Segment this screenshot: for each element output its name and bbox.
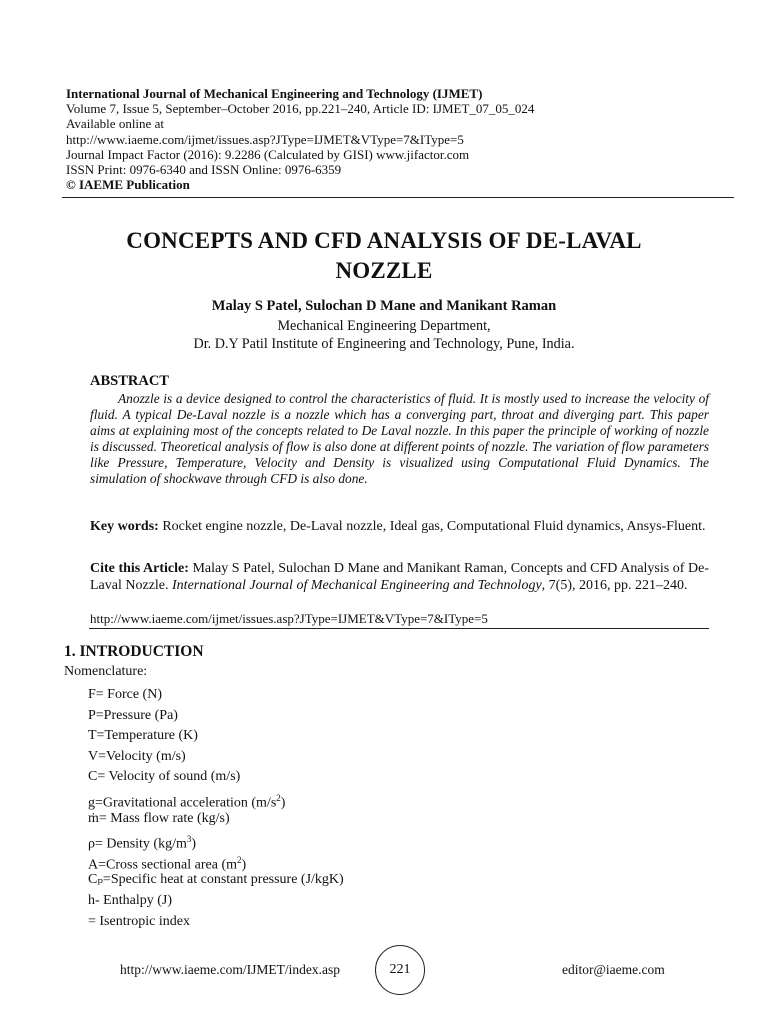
nomenclature-item	[88, 891, 344, 912]
nomenclature-list	[88, 685, 344, 932]
page-number: 221	[389, 962, 411, 977]
nomenclature-item	[88, 809, 344, 830]
nomenclature-item	[88, 850, 344, 871]
nomenclature-item-text: P=Pressure (Pa)	[88, 707, 178, 723]
nomenclature-label: Nomenclature:	[64, 664, 148, 679]
nomenclature-item	[88, 767, 344, 788]
nomenclature-item-text: F= Force (N)	[88, 687, 162, 702]
nomenclature-item-text: ρ= Density (kg/m	[88, 836, 187, 852]
abstract-divider	[89, 628, 709, 629]
nomenclature-item-text: g=Gravitational acceleration (m/s	[88, 795, 277, 811]
nomenclature-item-superscript: 3	[186, 834, 192, 845]
volume-line: Volume 7, Issue 5, September–October 2016, pp.221–240, Article ID: IJMET_07_05_024	[66, 101, 535, 117]
affiliation-institute: Dr. D.Y Patil Institute of Engineering and Technology, Pune, India.	[193, 336, 575, 352]
available-label: Available online at	[66, 116, 164, 132]
impact-factor: Journal Impact Factor (2016): 9.2286 (Calculated by GISI) www.jifactor.com	[66, 146, 470, 162]
nomenclature-item	[88, 912, 344, 933]
authors: Malay S Patel, Sulochan D Mane and Manikant Raman	[211, 298, 557, 314]
nomenclature-item	[88, 829, 344, 850]
nomenclature-item-text: V=Velocity (m/s)	[88, 748, 186, 764]
journal-header	[66, 86, 736, 192]
nomenclature-item-text: C= Velocity of sound (m/s)	[88, 769, 241, 785]
affiliation-department: Mechanical Engineering Department,	[277, 318, 491, 334]
nomenclature-item-text: h- Enthalpy (J)	[88, 892, 172, 908]
nomenclature-item	[88, 706, 344, 727]
nomenclature-item-suffix: )	[191, 836, 197, 852]
available-url[interactable]: http://www.iaeme.com/ijmet/issues.asp?JType=IJMET&VType=7&IType=5	[66, 131, 464, 147]
title-line-2: NOZZLE	[335, 258, 433, 283]
citation-journal: International Journal of Mechanical Engineering and Technology	[172, 577, 542, 593]
keywords-text: Rocket engine nozzle, De-Laval nozzle, Ideal gas, Computational Fluid dynamics, Ansys-Fluent.	[158, 519, 706, 534]
keywords-label: Key words:	[90, 519, 159, 534]
nomenclature-item-text: A=Cross sectional area (m	[88, 857, 238, 873]
nomenclature-item	[88, 747, 344, 768]
citation-label: Cite this Article:	[90, 561, 189, 576]
citation-url[interactable]: http://www.iaeme.com/ijmet/issues.asp?JType=IJMET&VType=7&IType=5	[90, 611, 488, 626]
publisher-line: © IAEME Publication	[66, 177, 190, 193]
citation-text: Malay S Patel, Sulochan D Mane and Manikant Raman, Concepts and CFD Analysis of De-Laval Nozzle.	[90, 561, 709, 593]
issn-line: ISSN Print: 0976-6340 and ISSN Online: 0976-6359	[66, 162, 342, 178]
nomenclature-item-superscript: 2	[237, 854, 242, 865]
abstract-heading: ABSTRACT	[90, 373, 169, 389]
nomenclature-item-suffix: )	[241, 857, 247, 873]
footer-url[interactable]: http://www.iaeme.com/IJMET/index.asp	[120, 962, 340, 977]
nomenclature-item	[88, 726, 344, 747]
nomenclature-item	[88, 685, 344, 706]
nomenclature-item-text: T=Temperature (K)	[88, 728, 198, 744]
nomenclature-item-suffix: )	[280, 795, 286, 811]
section-heading-introduction: 1. INTRODUCTION	[64, 643, 204, 660]
keywords	[90, 519, 709, 536]
title-line-1: CONCEPTS AND CFD ANALYSIS OF DE-LAVAL	[126, 228, 642, 253]
nomenclature-item-text: = Isentropic index	[88, 913, 190, 929]
citation-details: , 7(5), 2016, pp. 221–240.	[541, 577, 688, 593]
abstract-text: Anozzle is a device designed to control the characteristics of fluid. It is mostly used to increase the velocity of fluid. A typical De-Laval nozzle is a nozzle which has a converging part, throat and diverging part. This paper aims at explaining most of the concepts related to De Laval nozzle. In this paper the principle of working of nozzle is discussed. Theoretical analysis of flow is also done at different points of nozzle. The variation of flow parameters like Pressure, Temperature, Velocity and Density is visualized using Computational Fluid Dynamics. The simulation of shockwave through CFD is also done.	[90, 391, 709, 487]
journal-name: International Journal of Mechanical Engineering and Technology (IJMET)	[66, 86, 483, 101]
footer-email[interactable]: editor@iaeme.com	[562, 962, 665, 977]
nomenclature-item-text: Cₚ=Specific heat at constant pressure (J/kgK)	[88, 872, 344, 888]
nomenclature-item-text: ṁ= Mass flow rate (kg/s)	[88, 810, 230, 826]
paper-title	[64, 226, 704, 286]
header-divider	[62, 197, 734, 198]
citation	[90, 561, 709, 594]
page-number-badge	[375, 945, 425, 995]
nomenclature-item-superscript: 2	[276, 792, 281, 803]
nomenclature-item	[88, 788, 344, 809]
nomenclature-item	[88, 870, 344, 891]
